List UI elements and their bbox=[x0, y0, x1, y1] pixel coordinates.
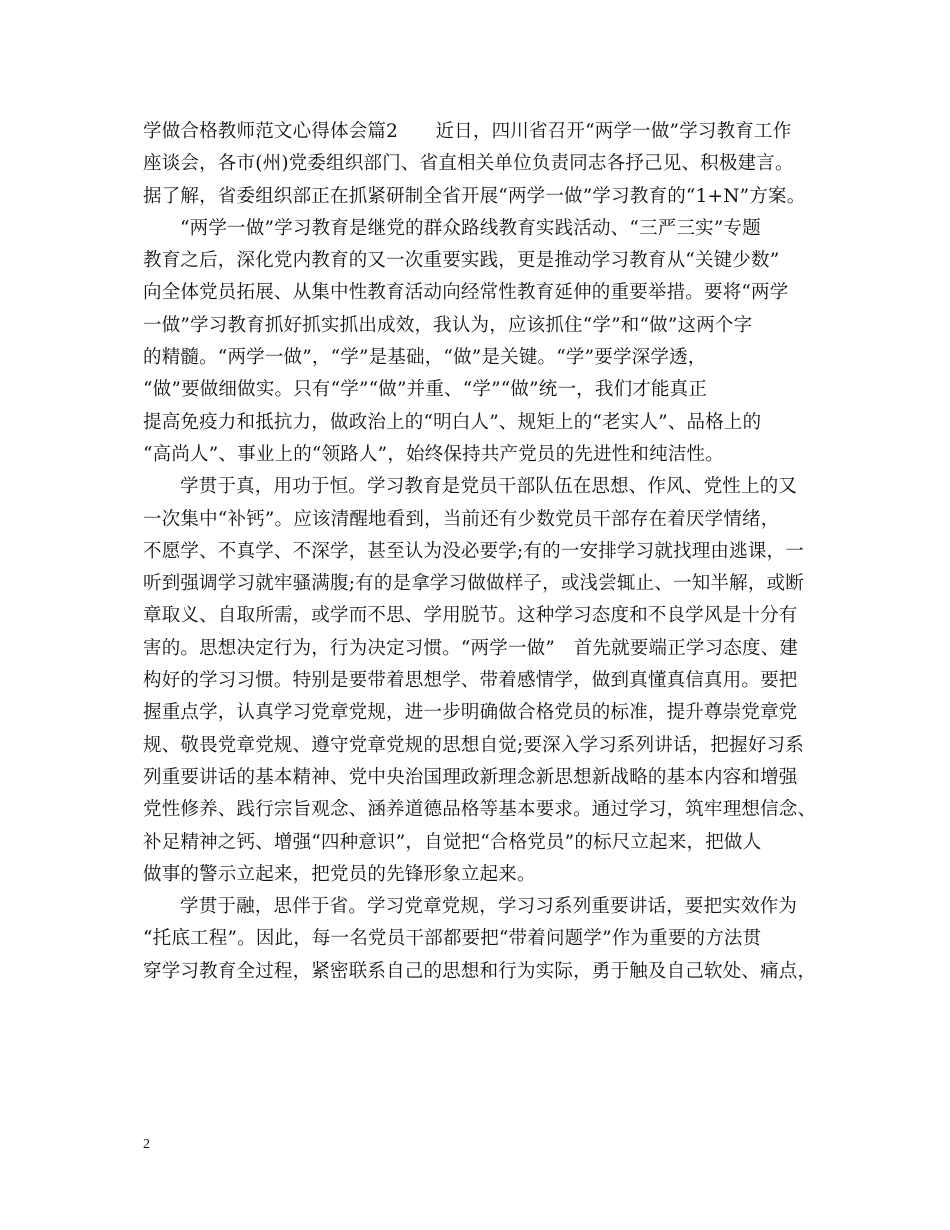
text-line: “两学一做”学习教育是继党的群众路线教育实践活动、“三严三实”专题 bbox=[180, 217, 761, 239]
text-line: 学贯于真，用功于恒。学习教育是党员干部队伍在思想、作风、党性上的又 bbox=[180, 476, 798, 498]
text-line: 党性修养、践行宗旨观念、涵养道德品格等基本要求。通过学习，筑牢理想信念、 bbox=[143, 799, 817, 821]
text-line: “托底工程”。因此，每一名党员干部都要把“带着问题学”作为重要的方法贯 bbox=[143, 928, 762, 950]
text-line: 向全体党员拓展、从集中性教育活动向经常性教育延伸的重要举措。要将“两学 bbox=[143, 282, 789, 304]
page-number: 2 bbox=[143, 1137, 150, 1152]
text-line: 教育之后，深化党内教育的又一次重要实践，更是推动学习教育从“关键少数” bbox=[143, 250, 780, 272]
text-line: 害的。思想决定行为，行为决定习惯。“两学一做” 首先就要端正学习态度、建 bbox=[143, 637, 799, 659]
text-line: 提高免疫力和抵抗力，做政治上的“明白人”、规矩上的“老实人”、品格上的 bbox=[143, 411, 762, 433]
text-line: 的精髓。“两学一做”，“学”是基础，“做”是关键。“学”要学深学透， bbox=[143, 347, 707, 369]
text-line: 规、敬畏党章党规、遵守党章党规的思想自觉;要深入学习系列讲话，把握好习系 bbox=[143, 734, 804, 756]
text-line: 做事的警示立起来，把党员的先锋形象立起来。 bbox=[143, 863, 536, 885]
text-line: 学贯于融，思伴于省。学习党章党规，学习习系列重要讲话，要把实效作为 bbox=[180, 896, 798, 918]
text-line: 学做合格教师范文心得体会篇2 近日，四川省召开“两学一做”学习教育工作 bbox=[143, 121, 792, 142]
text-line: 列重要讲话的基本精神、党中央治国理政新理念新思想新战略的基本内容和增强 bbox=[143, 766, 798, 788]
text-line: 听到强调学习就牢骚满腹;有的是拿学习做做样子，或浅尝辄止、一知半解，或断 bbox=[143, 573, 804, 595]
text-line: 握重点学，认真学习党章党规，进一步明确做合格党员的标准，提升尊崇党章党 bbox=[143, 702, 798, 724]
text-line: 一做”学习教育抓好抓实抓出成效，我认为，应该抓住“学”和“做”这两个字 bbox=[143, 314, 753, 336]
text-line: 穿学习教育全过程，紧密联系自己的思想和行为实际，勇于触及自己软处、痛点， bbox=[143, 960, 817, 982]
text-line: 据了解，省委组织部正在抓紧研制全省开展“两学一做”学习教育的“1+N”方案。 bbox=[143, 185, 806, 207]
text-line: 构好的学习习惯。特别是要带着思想学、带着感情学，做到真懂真信真用。要把 bbox=[143, 670, 798, 692]
document-body bbox=[143, 116, 823, 988]
text-line: 不愿学、不真学、不深学，甚至认为没必要学;有的一安排学习就找理由逃课，一 bbox=[143, 540, 804, 562]
text-line: 章取义、自取所需，或学而不思、学用脱节。这种学习态度和不良学风是十分有 bbox=[143, 605, 798, 627]
text-line: 补足精神之钙、增强“四种意识”，自觉把“合格党员”的标尺立起来，把做人 bbox=[143, 831, 762, 853]
text-line: “高尚人”、事业上的“领路人”，始终保持共产党员的先进性和纯洁性。 bbox=[143, 443, 724, 465]
text-line: 一次集中“补钙”。应该清醒地看到，当前还有少数党员干部存在着厌学情绪， bbox=[143, 508, 780, 530]
text-line: 座谈会，各市(州)党委组织部门、省直相关单位负责同志各抒己见、积极建言。 bbox=[143, 153, 794, 175]
text-line: “做”要做细做实。只有“学”“做”并重、“学”“做”统一，我们才能真正 bbox=[143, 379, 708, 401]
